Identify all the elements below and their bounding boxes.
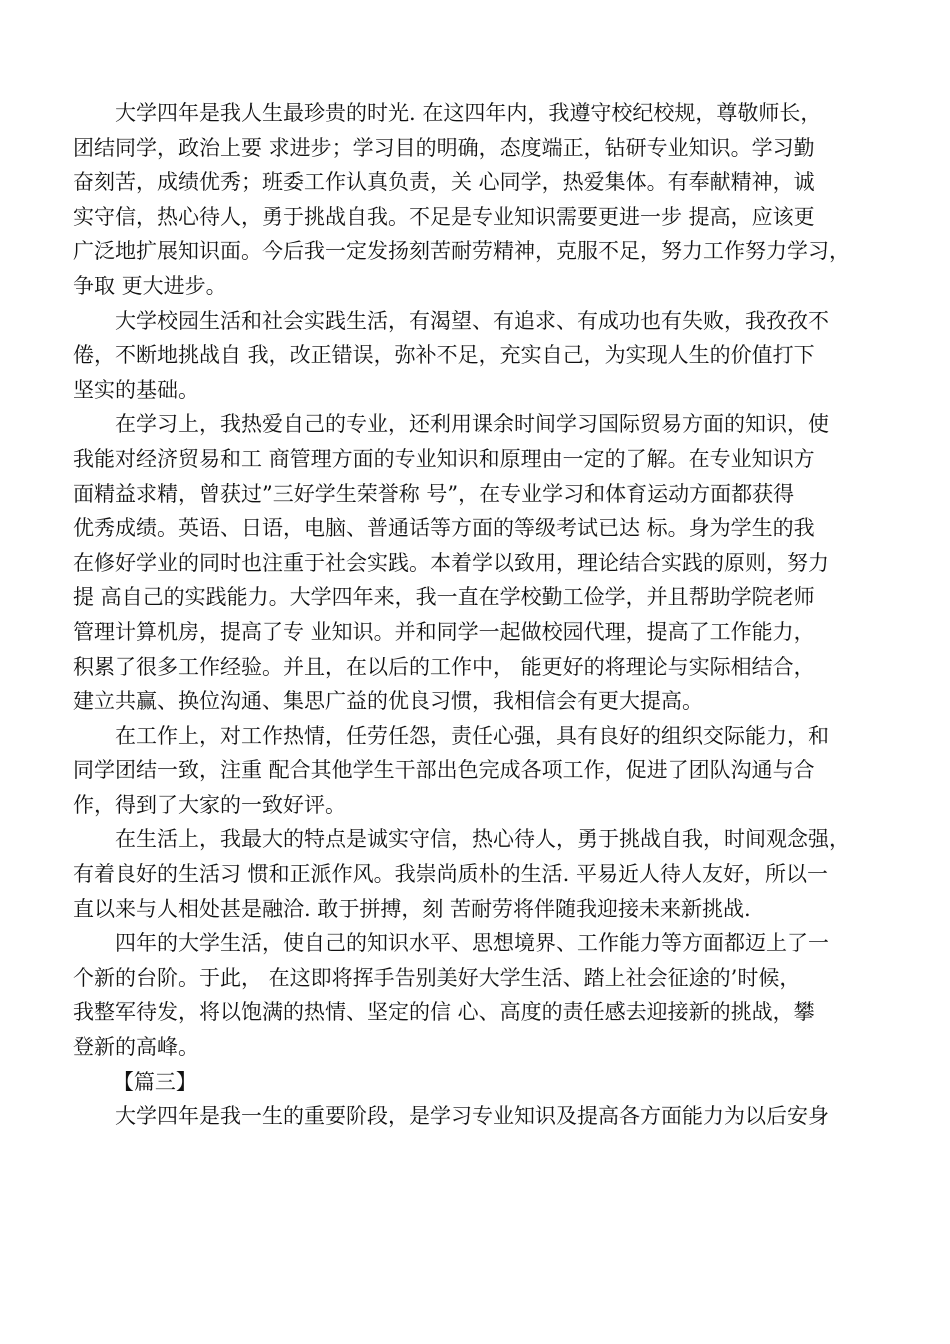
text-line: 奋刻苦，成绩优秀；班委工作认真负责，关 心同学，热爱集体。有奉献精神，诚 (73, 170, 815, 195)
text-line: 个新的台阶。于此， 在这即将挥手告别美好大学生活、踏上社会征途的’时候， (73, 965, 801, 990)
text-line: 团结同学，政治上要 求进步；学习目的明确，态度端正，钻研专业知识。学习勤 (73, 135, 815, 160)
text-line: 倦，不断地挑战自 我，改正错误，弥补不足，充实自己，为实现人生的价值打下 (73, 343, 815, 368)
text-line: 争取 更大进步。 (73, 273, 227, 298)
text-line: 大学校园生活和社会实践生活，有渴望、有追求、有成功也有失败，我孜孜不 (115, 308, 829, 333)
paragraph-6 (73, 926, 893, 1064)
text-line: 在修好学业的同时也注重于社会实践。本着学以致用，理论结合实践的原则，努力 (73, 550, 829, 575)
paragraph-7 (73, 1099, 893, 1134)
text-line: 坚实的基础。 (73, 377, 199, 402)
text-line: 我能对经济贸易和工 商管理方面的专业知识和原理由一定的了解。在专业知识方 (73, 446, 815, 471)
text-line: 有着良好的生活习 惯和正派作风。我崇尚质朴的生活. 平易近人待人友好，所以一 (73, 862, 829, 887)
text-line: 建立共赢、换位沟通、集思广益的优良习惯，我相信会有更大提高。 (73, 689, 703, 714)
text-line: 面精益求精，曾获过”三好学生荣誉称 号”，在专业学习和体育运动方面都获得 (73, 481, 795, 506)
section-heading: 【篇三】 (112, 1069, 197, 1094)
text-line: 广泛地扩展知识面。今后我一定发扬刻苦耐劳精神，克服不足，努力工作努力学习， (73, 239, 850, 264)
text-line: 实守信，热心待人，勇于挑战自我。不足是专业知识需要更进一步 提高，应该更 (73, 204, 815, 229)
text-line: 优秀成绩。英语、日语，电脑、普通话等方面的等级考试已达 标。身为学生的我 (73, 516, 815, 541)
text-line: 四年的大学生活，使自己的知识水平、思想境界、工作能力等方面都迈上了一 (115, 931, 829, 956)
paragraph-1 (73, 96, 893, 304)
text-line: 登新的高峰。 (73, 1035, 199, 1060)
paragraph-5 (73, 822, 893, 926)
text-line: 作，得到了大家的一致好评。 (73, 792, 346, 817)
text-line: 提 高自己的实践能力。大学四年来，我一直在学校勤工俭学，并且帮助学院老师 (73, 585, 815, 610)
text-line: 在生活上，我最大的特点是诚实守信，热心待人，勇于挑战自我，时间观念强， (115, 827, 850, 852)
text-line: 在工作上，对工作热情，任劳任怨，责任心强，具有良好的组织交际能力，和 (115, 723, 829, 748)
text-line: 同学团结一致，注重 配合其他学生干部出色完成各项工作，促进了团队沟通与合 (73, 758, 815, 783)
paragraph-4 (73, 719, 893, 823)
text-line: 直以来与人相处甚是融洽. 敢于拼搏，刻 苦耐劳将伴随我迎接未来新挑战. (73, 896, 751, 921)
text-line: 大学四年是我一生的重要阶段，是学习专业知识及提高各方面能力为以后安身 (115, 1104, 829, 1129)
text-line: 我整军待发，将以饱满的热情、坚定的信 心、高度的责任感去迎接新的挑战，攀 (73, 1000, 815, 1025)
text-line: 在学习上，我热爱自己的专业，还利用课余时间学习国际贸易方面的知识，使 (115, 412, 829, 437)
document-page (73, 96, 893, 1134)
text-line: 大学四年是我人生最珍贵的时光. 在这四年内，我遵守校纪校规，尊敬师长， (115, 101, 822, 125)
paragraph-2 (73, 304, 893, 408)
text-line: 管理计算机房，提高了专 业知识。并和同学一起做校园代理，提高了工作能力， (73, 619, 815, 644)
paragraph-3 (73, 407, 893, 718)
text-line: 积累了很多工作经验。并且，在以后的工作中， 能更好的将理论与实际相结合， (73, 654, 815, 679)
